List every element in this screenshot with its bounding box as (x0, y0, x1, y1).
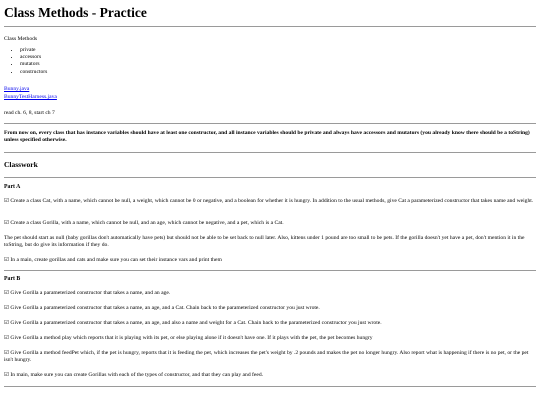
part-b-item-main: ☑ In main, make sure you can create Gorillas with each of the types of constructor, and that they can play and feed. (4, 372, 264, 378)
part-b-heading: Part B (4, 276, 21, 282)
part-a-item-main: ☑ In a main, create gorillas and cats and make sure you can set their instance vars and print them (4, 257, 222, 263)
list-item: • accessors (20, 54, 47, 61)
part-a-item-cat: ☑ Create a class Cat, with a name, which cannot be null, a weight, which cannot be 0 or negative, and a boolean for whether it is hungry. In addition to the usual methods, give Cat a parameterized constructor that takes name and weight. (4, 198, 534, 204)
divider (4, 177, 536, 178)
part-b-item-feedpet: ☑ Give Gorilla a method feedPet which, if the pet is hungry, reports that it is feeding the pet, which increases the pet's weight by .2 pounds and makes the pet no longer hungry. Also report what is happening if there is no pet, or the pet isn't hungry. (4, 350, 529, 363)
divider (4, 152, 536, 153)
link-bunny-test-harness[interactable]: BunnyTestHarness.java (4, 94, 57, 100)
page-title: Class Methods - Practice (4, 5, 147, 20)
notice-text: From now on, every class that has instance variables should have at least one constructor, and all instance variables should be private and always have accessors and mutators (you already know there should be a toString) unless specified otherwise. (4, 130, 530, 143)
part-b-item-constructor-name-age: ☑ Give Gorilla a parameterized constructor that takes a name, and an age. (4, 290, 171, 296)
reading-assignment: read ch. 6, 8, start ch 7 (4, 110, 55, 116)
list-item: • private (20, 47, 47, 54)
classwork-heading: Classwork (4, 160, 38, 169)
list-item: • constructors (20, 69, 47, 76)
section-heading-class-methods: Class Methods (4, 36, 38, 42)
link-bunny-java[interactable]: Bunny.java (4, 86, 30, 92)
divider (4, 123, 536, 124)
part-a-item-pet-rules: The pet should start as null (baby gorillas don't automatically have pets) but should not be able to be set back to null later. Also, kittens under 1 pound are too small to be pets. If the gorilla doesn't yet have a pet, don't mention it in the toString, but do give its information if they do. (4, 235, 525, 248)
divider (4, 270, 536, 271)
part-b-item-play: ☑ Give Gorilla a method play which reports that it is playing with its pet, or else playing alone if it doesn't have one. If it plays with the pet, the pet becomes hungry (4, 335, 373, 341)
part-a-item-gorilla: ☑ Create a class Gorilla, with a name, which cannot be null, and an age, which cannot be negative, and a pet, which is a Cat. (4, 220, 284, 226)
part-b-item-constructor-cat: ☑ Give Gorilla a parameterized constructor that takes a name, an age, and a Cat. Chain back to the parameterized constructor you just wrote. (4, 305, 320, 311)
list-item: • mutators (20, 61, 47, 68)
part-b-item-constructor-cat-fields: ☑ Give Gorilla a parameterized constructor that takes a name, an age, and also a name and weight for a Cat. Chain back to the parameterized constructor you just wrote. (4, 320, 382, 326)
divider (4, 386, 536, 387)
title-divider (4, 26, 536, 27)
methods-list (4, 47, 47, 76)
part-a-heading: Part A (4, 184, 21, 190)
